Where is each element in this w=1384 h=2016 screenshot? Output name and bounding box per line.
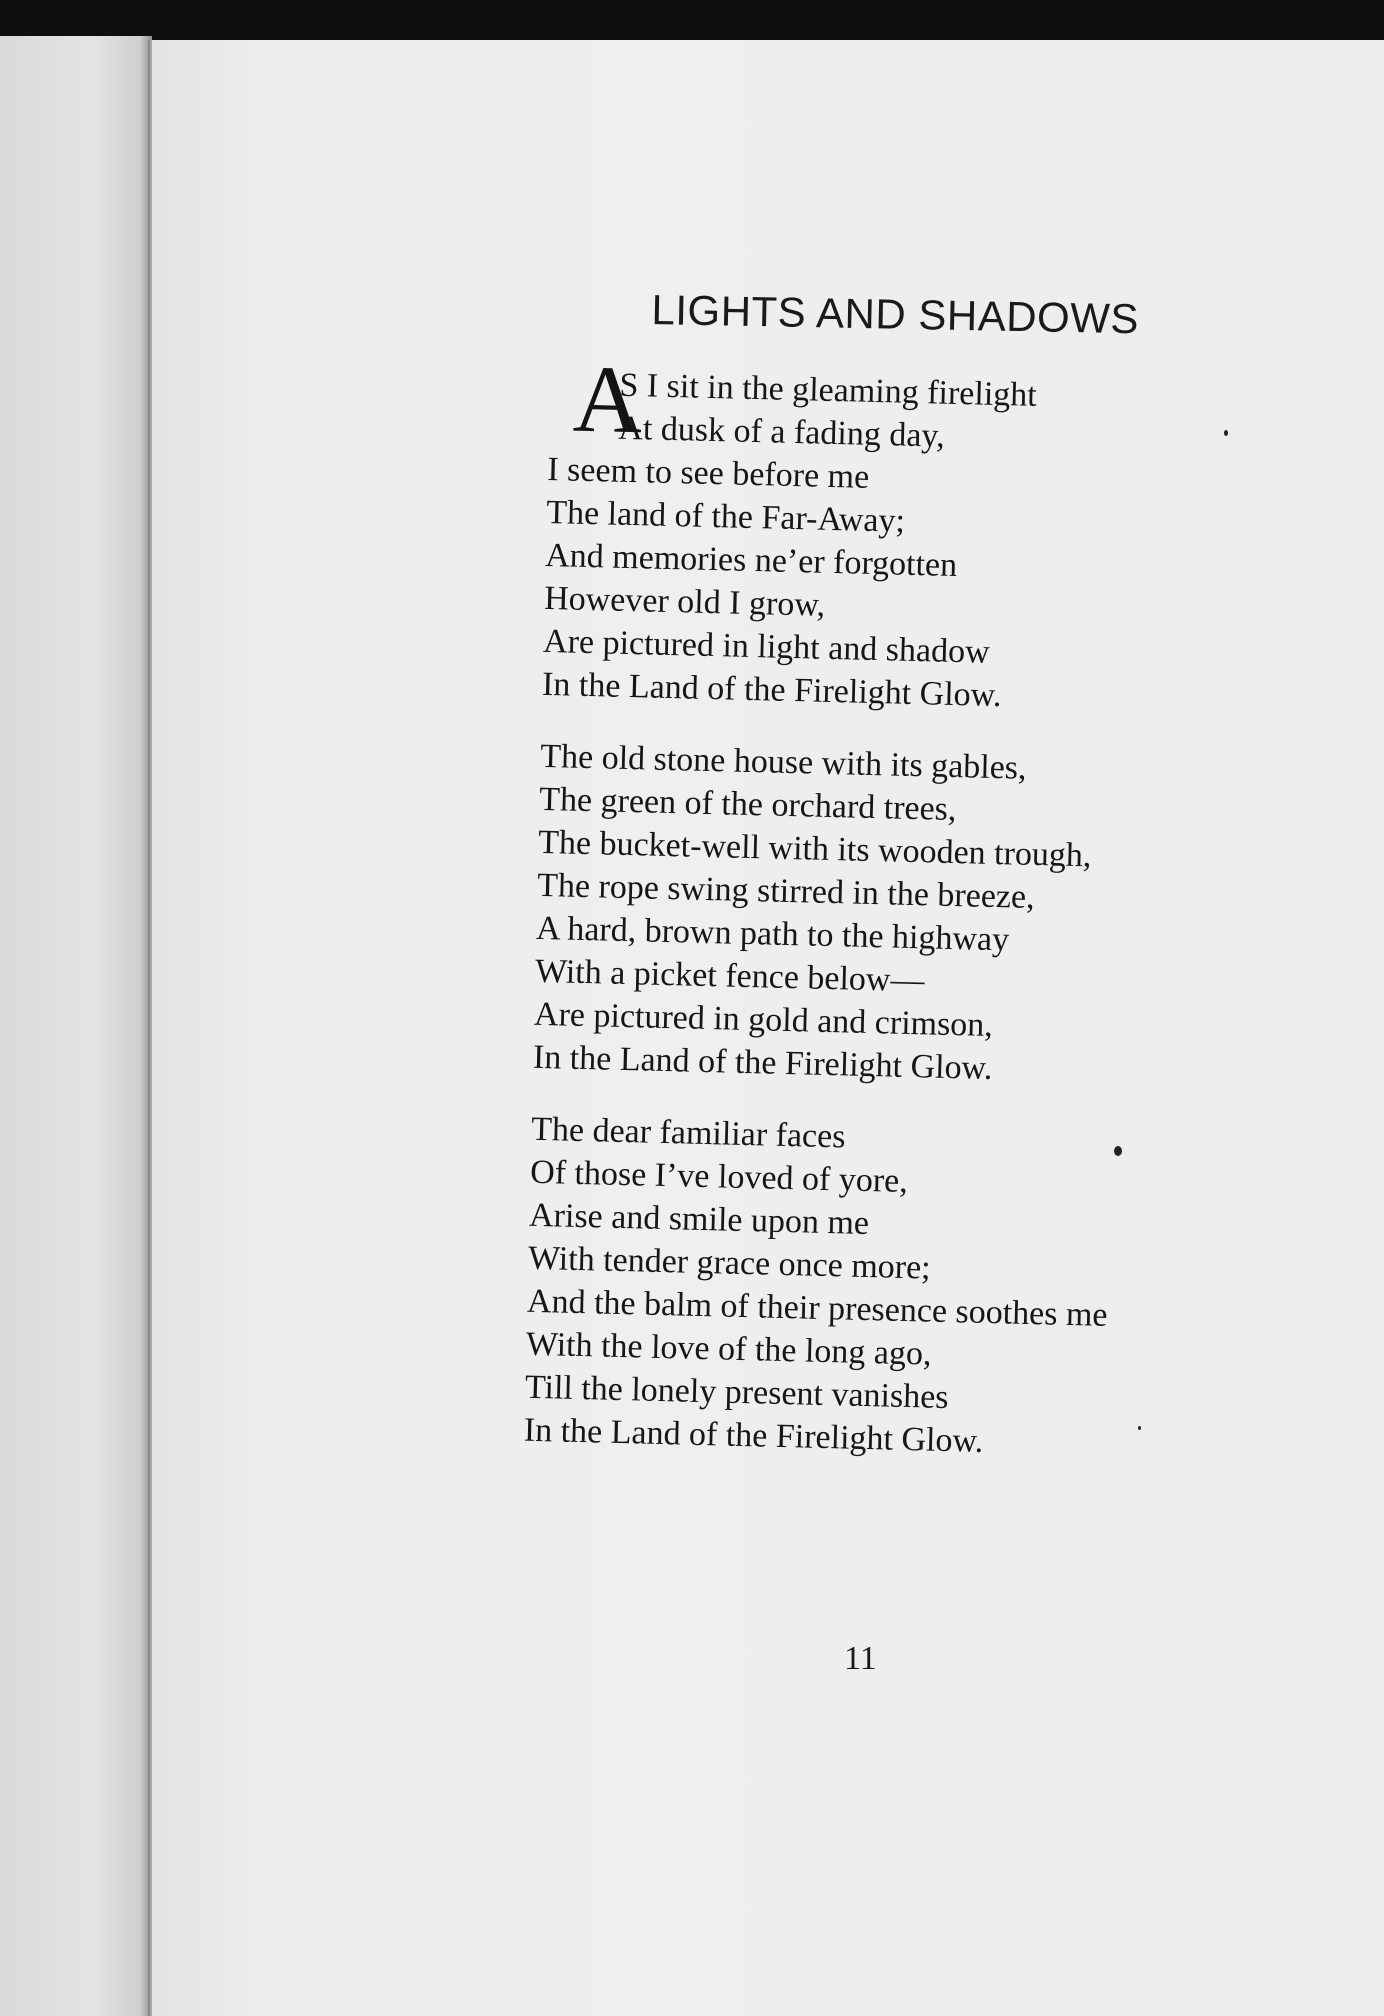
page-number: 11 xyxy=(844,1640,877,1677)
scan-top-border xyxy=(0,0,1384,40)
stanza-1 xyxy=(541,344,1270,723)
paper-speck xyxy=(1114,1146,1122,1156)
poem-line: With the love of the long ago, xyxy=(525,1325,932,1373)
poem-line: I seem to see before me xyxy=(546,450,870,496)
poem-line: At dusk of a fading day, xyxy=(617,409,946,455)
paper-speck xyxy=(1138,1426,1141,1430)
poem-line: S I sit in the gleaming firelight xyxy=(619,366,1038,414)
poem-line: In the Land of the Firelight Glow. xyxy=(532,1038,993,1088)
poem-line: Arise and smile upon me xyxy=(528,1196,870,1243)
poem-line: A hard, brown path to the highway xyxy=(535,909,1010,959)
poem-line: Are pictured in gold and crimson, xyxy=(533,995,994,1045)
poem-line: And the balm of their presence soothes me xyxy=(526,1282,1108,1334)
poem-line: With a picket fence below— xyxy=(534,952,925,1000)
poem-line: The old stone house with its gables, xyxy=(539,737,1027,787)
poem-line: The dear familiar faces xyxy=(530,1110,846,1156)
poem-line: However old I grow, xyxy=(543,579,826,624)
poem-title: LIGHTS AND SHADOWS xyxy=(651,286,1140,343)
poem-line: The rope swing stirred in the breeze, xyxy=(536,866,1036,916)
poem-line: In the Land of the Firelight Glow. xyxy=(541,665,1002,715)
poem-line: In the Land of the Firelight Glow. xyxy=(523,1411,984,1460)
poem-line: The land of the Far-Away; xyxy=(545,493,906,540)
stanza-2 xyxy=(532,735,1260,1096)
opening-lines xyxy=(548,344,1270,466)
stanza-3 xyxy=(523,1108,1251,1469)
book-page xyxy=(152,40,1384,2016)
poem-line: The green of the orchard trees, xyxy=(538,780,957,829)
facing-page-edge xyxy=(0,36,152,2016)
poem-line: With tender grace once more; xyxy=(527,1239,932,1287)
poem-line: Of those I’ve loved of yore, xyxy=(529,1153,909,1200)
poem-line: The bucket-well with its wooden trough, xyxy=(537,823,1092,875)
poem-line: Are pictured in light and shadow xyxy=(542,622,991,671)
poem-body xyxy=(523,344,1270,1498)
drop-cap-letter: A xyxy=(571,344,644,454)
poem-line: Till the lonely present vanishes xyxy=(524,1368,949,1417)
poem-line: And memories ne’er forgotten xyxy=(544,536,958,585)
paper-speck xyxy=(1224,430,1228,436)
